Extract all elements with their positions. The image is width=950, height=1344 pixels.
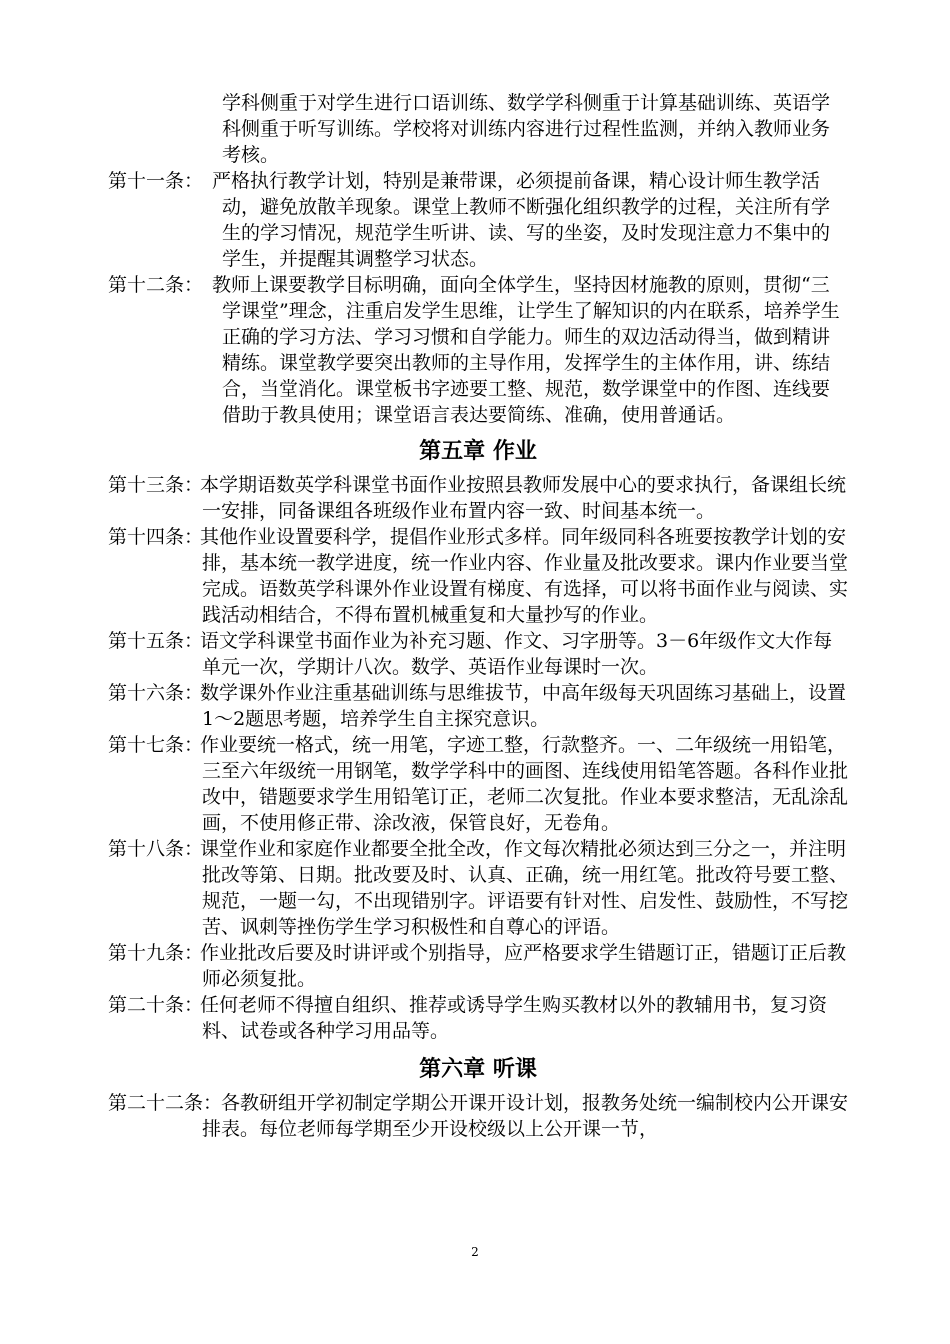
article-label: 第十七条： — [108, 734, 204, 756]
article-text: 作业批改后要及时讲评或个别指导，应严格要求学生错题订正，错题订正后教师必须复批。 — [200, 942, 847, 990]
page-number: 2 — [471, 1245, 479, 1259]
chapter-6-heading: 第六章 听课 — [419, 1056, 537, 1082]
article-17 — [108, 732, 848, 836]
article-label: 第十九条： — [108, 942, 204, 964]
article-19 — [108, 940, 848, 992]
article-12 — [108, 272, 848, 428]
document-page — [108, 90, 848, 1142]
article-11 — [108, 168, 848, 272]
article-text: 作业要统一格式，统一用笔，字迹工整，行款整齐。一、二年级统一用铅笔，三至六年级统一用钢笔，数学学科中的画图、连线使用铅笔答题。各科作业批改中，错题要求学生用铅笔订正，老师二次复批。作业本要求整洁，无乱涂乱画，不使用修正带、涂改液，保管良好，无卷角。 — [200, 734, 849, 834]
article-text: 任何老师不得擅自组织、推荐或诱导学生购买教材以外的教辅用书，复习资料、试卷或各种学习用品等。 — [200, 994, 828, 1042]
continued-paragraph: 学科侧重于对学生进行口语训练、数学学科侧重于计算基础训练、英语学科侧重于听写训练。学校将对训练内容进行过程性监测，并纳入教师业务考核。 — [222, 92, 831, 166]
article-text: 数学课外作业注重基础训练与思维拔节，中高年级每天巩固练习基础上，设置1～2题思考题，培养学生自主探究意识。 — [200, 682, 847, 730]
article-text: 课堂作业和家庭作业都要全批全改，作文每次精批必须达到三分之一，并注明批改等第、日期。批改要及时、认真、正确，统一用红笔。批改符号要工整、规范，一题一勾，不出现错别字。评语要有针对性、启发性、鼓励性，不写挖苦、讽刺等挫伤学生学习积极性和自尊心的评语。 — [200, 838, 849, 938]
article-22 — [108, 1090, 848, 1142]
article-13 — [108, 472, 848, 524]
article-label: 第十三条： — [108, 474, 204, 496]
article-15 — [108, 628, 848, 680]
article-18 — [108, 836, 848, 940]
article-text: 本学期语数英学科课堂书面作业按照县教师发展中心的要求执行，备课组长统一安排，同备课组各班级作业布置内容一致、时间基本统一。 — [200, 474, 847, 522]
article-16 — [108, 680, 848, 732]
article-text: 教师上课要教学目标明确，面向全体学生，坚持因材施教的原则，贯彻“三学课堂”理念，注重启发学生思维，让学生了解知识的内在联系，培养学生正确的学习方法、学习习惯和自学能力。师生的双边活动得当，做到精讲精练。课堂教学要突出教师的主导作用，发挥学生的主体作用，讲、练结合，当堂消化。课堂板书字迹要工整、规范，数学课堂中的作图、连线要借助于教具使用；课堂语言表达要简练、准确，使用普通话。 — [212, 274, 840, 426]
article-14 — [108, 524, 848, 628]
article-text: 其他作业设置要科学，提倡作业形式多样。同年级同科各班要按教学计划的安排，基本统一教学进度，统一作业内容、作业量及批改要求。课内作业要当堂完成。语数英学科课外作业设置有梯度、有选择，可以将书面作业与阅读、实践活动相结合，不得布置机械重复和大量抄写的作业。 — [200, 526, 849, 626]
article-20 — [108, 992, 848, 1044]
article-label: 第十五条： — [108, 630, 204, 652]
article-label: 第十六条： — [108, 682, 204, 704]
article-text: 各教研组开学初制定学期公开课开设计划，报教务处统一编制校内公开课安排表。每位老师每学期至少开设校级以上公开课一节， — [202, 1092, 849, 1140]
chapter-5-heading: 第五章 作业 — [419, 438, 537, 464]
article-label: 第十八条： — [108, 838, 204, 860]
article-label: 第十一条： — [108, 170, 204, 192]
article-label: 第二十二条： — [108, 1092, 223, 1114]
article-text: 语文学科课堂书面作业为补充习题、作文、习字册等。3－6年级作文大作每单元一次，学期计八次。数学、英语作业每课时一次。 — [200, 630, 833, 678]
article-label: 第十二条： — [108, 274, 204, 296]
article-text: 严格执行教学计划，特别是兼带课，必须提前备课，精心设计师生教学活动，避免放散羊现象。课堂上教师不断强化组织教学的过程，关注所有学生的学习情况，规范学生听讲、读、写的坐姿，及时发现注意力不集中的学生，并提醒其调整学习状态。 — [212, 170, 831, 270]
article-label: 第二十条： — [108, 994, 204, 1016]
article-label: 第十四条： — [108, 526, 204, 548]
